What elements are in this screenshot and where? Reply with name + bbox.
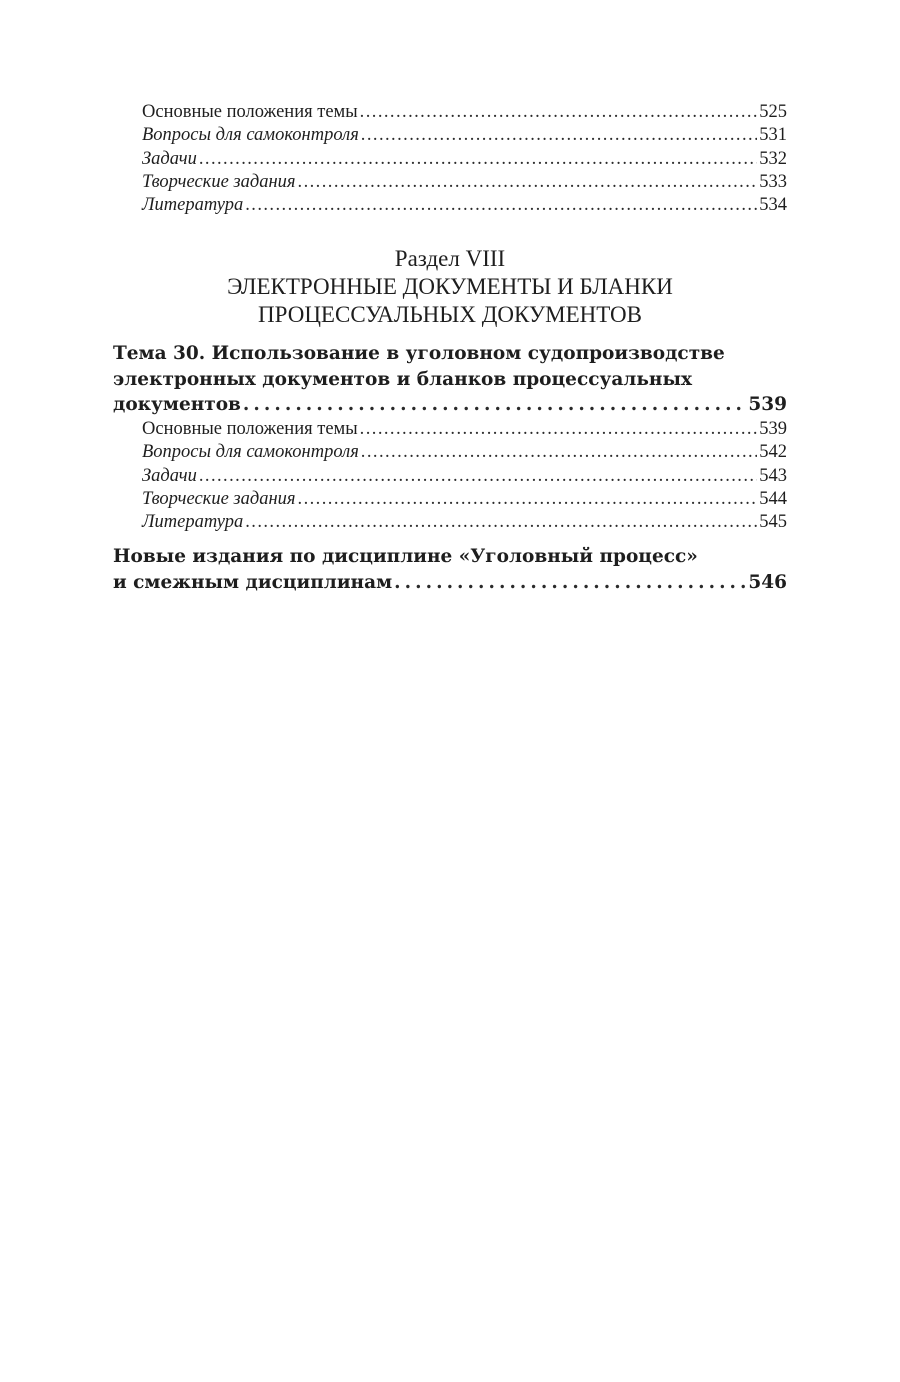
toc-leader-dots [199,148,757,171]
toc-entry-label: Задачи [142,148,197,169]
toc-leader-dots [199,465,757,488]
section-number: Раздел VIII [394,246,506,272]
topic-title-last-line [113,392,787,418]
toc-entry-label: Задачи [142,465,197,486]
toc-entry-label: Литература [142,512,244,533]
toc-entry[interactable] [113,441,787,464]
toc-page-number: 539 [748,394,787,416]
toc-page-number: 532 [759,148,787,169]
table-of-contents-page [113,101,787,595]
toc-entry-label: Творческие задания [142,171,296,192]
toc-block-previous-topic [113,101,787,217]
new-editions-line-1: Новые издания по дисциплине «Уголовный процесс» [113,546,698,568]
new-editions-last-line [113,570,787,596]
new-editions-line-2: и смежным дисциплинам [113,571,393,593]
toc-page-number: 546 [748,571,787,593]
toc-entry[interactable] [113,465,787,488]
toc-entry[interactable] [113,511,787,534]
topic-title-line-1: Тема 30. Использование в уголовном судопроизводстве [113,343,725,365]
toc-leader-dots [360,101,758,124]
toc-page-number: 545 [759,512,787,533]
toc-block-topic-30-items [113,418,787,534]
toc-entry[interactable] [113,101,787,124]
toc-page-number: 534 [759,195,787,216]
toc-entry[interactable] [113,418,787,441]
toc-page-number: 544 [759,488,787,509]
toc-entry-label: Основные положения темы [142,418,358,439]
toc-leader-dots [245,194,757,217]
toc-entry-label: Литература [142,195,244,216]
toc-leader-dots [361,441,757,464]
toc-page-number: 525 [759,102,787,122]
section-title-line-1: ЭЛЕКТРОННЫЕ ДОКУМЕНТЫ И БЛАНКИ [227,274,673,300]
toc-leader-dots [298,488,758,511]
toc-entry-label: Творческие задания [142,488,296,509]
toc-page-number: 539 [759,418,787,439]
toc-entry-label: Вопросы для самоконтроля [142,125,359,146]
toc-page-number: 543 [759,465,787,486]
toc-entry-label: Основные положения темы [142,102,358,122]
toc-entry[interactable] [113,171,787,194]
toc-entry[interactable] [113,124,787,147]
toc-leader-dots [394,570,746,596]
toc-entry-label: Вопросы для самоконтроля [142,442,359,463]
toc-entry[interactable] [113,488,787,511]
toc-new-editions[interactable] [113,544,787,595]
toc-leader-dots [360,418,758,441]
section-heading [113,245,787,329]
toc-entry[interactable] [113,148,787,171]
toc-page-number: 542 [759,442,787,463]
toc-page-number: 531 [759,125,787,146]
toc-leader-dots [245,511,757,534]
toc-entry[interactable] [113,194,787,217]
topic-title-line-2: электронных документов и бланков процессуальных [113,368,693,390]
section-title-line-2: ПРОЦЕССУАЛЬНЫХ ДОКУМЕНТОВ [258,302,642,328]
toc-leader-dots [243,392,746,418]
toc-leader-dots [298,171,758,194]
toc-topic-30[interactable] [113,341,787,418]
toc-leader-dots [361,124,757,147]
topic-title-line-3: документов [113,394,241,416]
toc-page-number: 533 [759,171,787,192]
